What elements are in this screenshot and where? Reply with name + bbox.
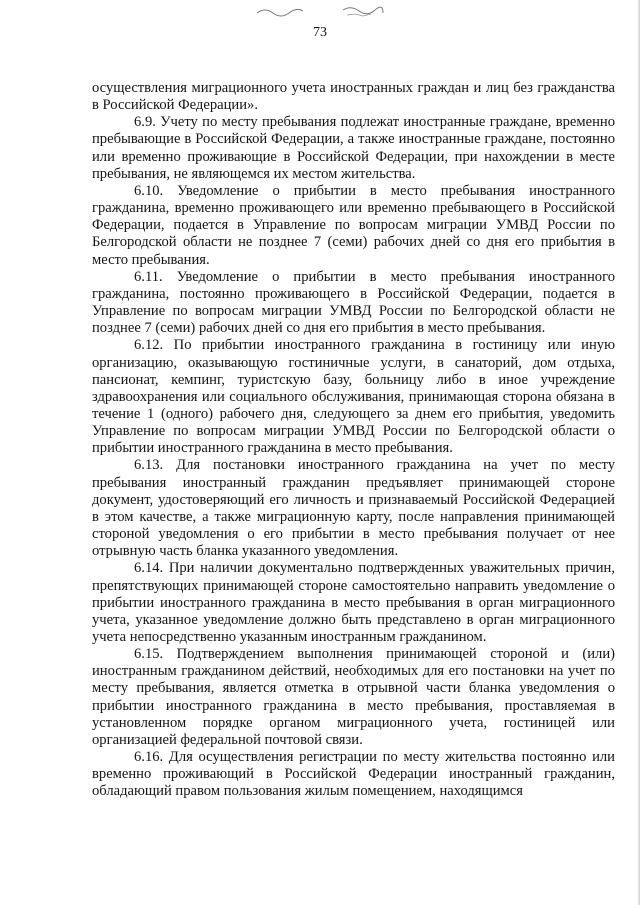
paragraph-6-16: 6.16. Для осуществления регистрации по месту жительства постоянно или временно проживающий в Российской Федерации иностранный гражданин, обладающий правом пользования жилым помещением, находящимся: [92, 749, 615, 800]
document-body: [92, 80, 615, 801]
paragraph-6-10: 6.10. Уведомление о прибытии в место пребывания иностранного гражданина, временно проживающего или временно пребывающего в Российской Федерации, подается в Управление по вопросам миграции УМВД России по Белгородской области не позднее 7 (семи) рабочих дней со дня его прибытия в место пребывания.: [92, 182, 615, 268]
paragraph-6-11: 6.11. Уведомление о прибытии в место пребывания иностранного гражданина, постоянно проживающего в Российской Федерации, подается в Управление по вопросам миграции УМВД России по Белгородской области не позднее 7 (семи) рабочих дней со дня его прибытия в место пребывания.: [92, 268, 615, 337]
page-number: 73: [313, 25, 327, 40]
scan-stamp-marks: [255, 4, 385, 20]
paragraph-6-12: 6.12. По прибытии иностранного гражданина в гостиницу или иную организацию, оказывающую гостиничные услуги, в санаторий, дом отдыха, пансионат, кемпинг, туристскую базу, больницу либо в иное учреждение здравоохранения или социального обслуживания, принимающая сторона обязана в течение 1 (одного) рабочего дня, следующего за днем его прибытия, уведомить Управление по вопросам миграции УМВД России по Белгородской области о прибытии иностранного гражданина в место пребывания.: [92, 337, 615, 457]
paragraph-6-13: 6.13. Для постановки иностранного гражданина на учет по месту пребывания иностранный гражданин предъявляет принимающей стороне документ, удостоверяющий его личность и признаваемый Российской Федерацией в этом качестве, а также миграционную карту, после направления принимающей стороной уведомления о его прибытии в место пребывания получает от нее отрывную часть бланка указанного уведомления.: [92, 457, 615, 560]
paragraph-6-15: 6.15. Подтверждением выполнения принимающей стороной и (или) иностранным гражданином действий, необходимых для его постановки на учет по месту пребывания, является отметка в отрывной части бланка уведомления о прибытии иностранного гражданина в место пребывания, проставляемая в установленном порядке органом миграционного учета, гостиницей или организацией федеральной почтовой связи.: [92, 646, 615, 748]
paragraph-continuation: осуществления миграционного учета иностранных граждан и лиц без гражданства в Российской Федерации».: [92, 80, 615, 114]
paragraph-6-14: 6.14. При наличии документально подтвержденных уважительных причин, препятствующих принимающей стороне самостоятельно направить уведомление о прибытии иностранного гражданина в место пребывания в орган миграционного учета, указанное уведомление должно быть представлено в орган миграционного учета непосредственно указанным иностранным гражданином.: [92, 560, 615, 645]
paragraph-6-9: 6.9. Учету по месту пребывания подлежат иностранные граждане, временно пребывающие в Российской Федерации, а также иностранные граждане, постоянно или временно проживающие в Российской Федерации, при нахождении в месте пребывания, не являющемся их местом жительства.: [92, 114, 615, 182]
